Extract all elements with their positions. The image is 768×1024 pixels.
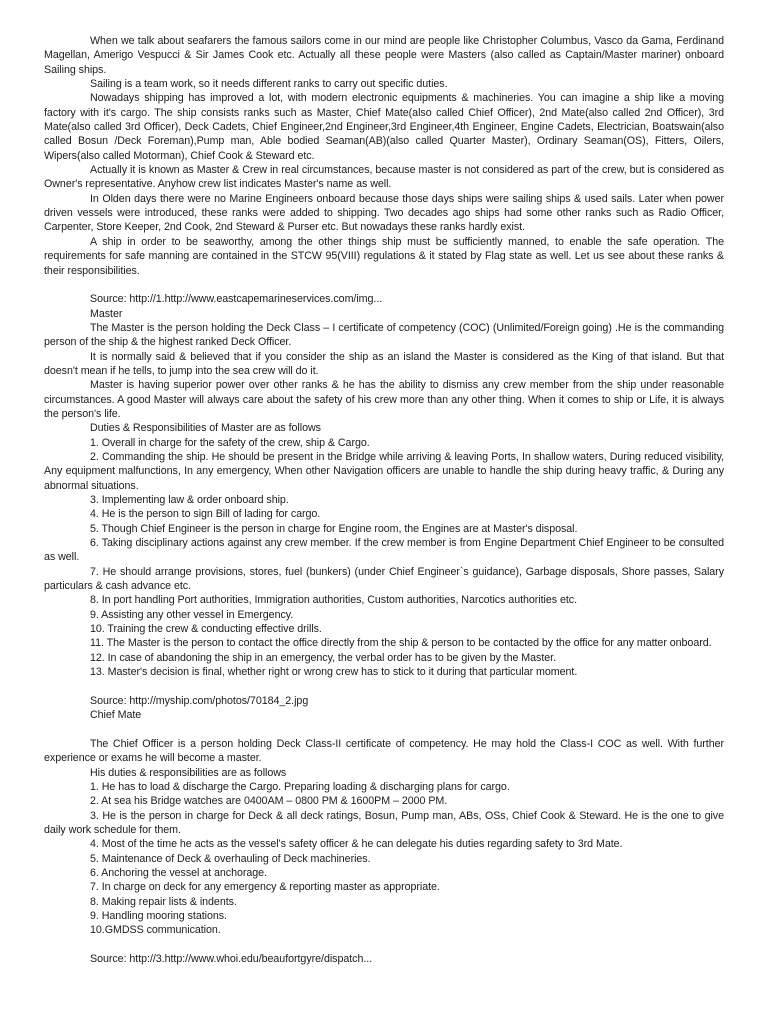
master-duty-item: 12. In case of abandoning the ship in an emergency, the verbal order has to be given by the Master. <box>90 651 556 664</box>
chief-mate-duty-item: 10.GMDSS communication. <box>90 924 221 937</box>
section-heading-chief-mate: Chief Mate <box>90 709 142 722</box>
chief-mate-duty-item: 1. He has to load & discharge the Cargo. Preparing loading & discharging plans for cargo. <box>90 780 510 793</box>
spacer <box>44 938 724 952</box>
intro-paragraph-1: When we talk about seafarers the famous sailors come in our mind are people like Christopher Columbus, Vasco da Gama, Ferdinand Magellan, Amerigo Vespucci & Sir James Cook etc. Actually all these people were Masters (also called as Captain/Master mariner) onboard Sailing ships. <box>44 35 724 76</box>
master-duty-item: 2. Commanding the ship. He should be present in the Bridge while arriving & leaving Ports, In shallow waters, During reduced visibility, Any equipment malfunctions, In any emergency, When other Navigation officers are unable to handle the ship during heavy traffic, & During any abnormal situations. <box>44 450 724 492</box>
chief-mate-paragraph-1: The Chief Officer is a person holding Deck Class-II certificate of competency. He may hold the Class-I COC as well. With further experience or exams he will become a master. <box>44 737 724 765</box>
master-duty-item: 8. In port handling Port authorities, Immigration authorities, Custom authorities, Narcotics authorities etc. <box>90 594 578 607</box>
image-source-2: Source: http://myship.com/photos/70184_2.jpg <box>90 694 309 707</box>
chief-mate-duties-heading: His duties & responsibilities are as follows <box>90 766 287 779</box>
chief-mate-duty-item: 4. Most of the time he acts as the vessel's safety officer & he can delegate his duties regarding safety to 3rd Mate. <box>90 838 623 851</box>
section-heading-master: Master <box>90 307 123 320</box>
intro-paragraph-3: Nowadays shipping has improved a lot, with modern electronic equipments & machineries. You can imagine a ship like a moving factory with it's cargo. The ship consists ranks such as Master, Chief Mate(also called Chief Officer), 2nd Mate(also called 2nd Officer), 3rd Mate(also called 3rd Officer), Deck Cadets, Chief Engineer,2nd Engineer,3rd Engineer,4th Engineer, Engine Cadets, Electrician, Boatswain(also called Bosun /Deck Foreman),Pump man, Able bodied Seaman(AB)(also called Quarter Master), Ordinary Seaman(OS), Fitters, Oilers, Wipers(also called Motorman), Chief Cook & Steward etc. <box>44 92 724 162</box>
image-source-1: Source: http://1.http://www.eastcapemarineservices.com/img... <box>90 293 383 306</box>
document-page <box>44 34 724 966</box>
chief-mate-duty-item: 2. At sea his Bridge watches are 0400AM – 0800 PM & 1600PM – 2000 PM. <box>90 795 448 808</box>
chief-mate-duty-item: 6. Anchoring the vessel at anchorage. <box>90 866 267 879</box>
master-duty-item: 7. He should arrange provisions, stores, fuel (bunkers) (under Chief Engineer`s guidance), Garbage disposals, Shore passes, Salary particulars & cash advance etc. <box>44 565 724 593</box>
master-paragraph-3: Master is having superior power over other ranks & he has the ability to dismiss any crew member from the ship under reasonable circumstances. A good Master will always care about the safety of his crew more than any other thing. When it comes to ship or Life, it is always the person's life. <box>44 379 724 420</box>
master-duty-item: 9. Assisting any other vessel in Emergency. <box>90 608 294 621</box>
master-duty-item: 11. The Master is the person to contact the office directly from the ship & person to be contacted by the office for any matter onboard. <box>90 637 712 650</box>
master-duty-item: 5. Though Chief Engineer is the person in charge for Engine room, the Engines are at Master's disposal. <box>90 522 578 535</box>
chief-mate-duty-item: 8. Making repair lists & indents. <box>90 895 237 908</box>
master-duty-item: 13. Master's decision is final, whether right or wrong crew has to stick to it during that particular moment. <box>90 666 578 679</box>
intro-paragraph-2: Sailing is a team work, so it needs different ranks to carry out specific duties. <box>90 78 448 91</box>
intro-paragraph-4: Actually it is known as Master & Crew in real circumstances, because master is not considered as part of the crew, but is considered as Owner's representative. Anyhow crew list indicates Master's name as well. <box>44 164 724 191</box>
intro-paragraph-6: A ship in order to be seaworthy, among the other things ship must be sufficiently manned, to enable the safe operation. The requirements for safe manning are contained in the STCW 95(VIII) regulations & it stated by Flag state as well. Let us see about these ranks & their responsibilities. <box>44 235 724 277</box>
spacer <box>44 723 724 737</box>
spacer <box>44 679 724 693</box>
image-source-3: Source: http://3.http://www.whoi.edu/beaufortgyre/dispatch... <box>90 953 373 965</box>
chief-mate-duty-item: 3. He is the person in charge for Deck & all deck ratings, Bosun, Pump man, ABs, OSs, Chief Cook & Steward. He is the one to give daily work schedule for them. <box>44 809 724 836</box>
master-paragraph-2: It is normally said & believed that if you consider the ship as an island the Master is considered as the King of that island. But that doesn't mean if he tells, to jump into the sea crew will do it. <box>44 350 724 377</box>
intro-paragraph-5: In Olden days there were no Marine Engineers onboard because those days ships were sailing ships & used sails. Later when power driven vessels were introduced, these ranks were added to shipping. Two decades ago ships had some other ranks such as Radio Officer, Carpenter, Store Keeper, 2nd Cook, 2nd Steward & Purser etc. But nowadays these ranks hardly exist. <box>44 192 724 234</box>
master-duty-item: 4. He is the person to sign Bill of lading for cargo. <box>90 508 321 521</box>
chief-mate-duty-item: 5. Maintenance of Deck & overhauling of Deck machineries. <box>90 852 371 865</box>
chief-mate-duty-item: 9. Handling mooring stations. <box>90 909 227 922</box>
master-duties-heading: Duties & Responsibilities of Master are as follows <box>90 422 321 435</box>
master-duty-item: 1. Overall in charge for the safety of the crew, ship & Cargo. <box>90 436 370 449</box>
master-duty-item: 6. Taking disciplinary actions against any crew member. If the crew member is from Engine Department Chief Engineer to be consulted as well. <box>44 537 724 564</box>
spacer <box>44 278 724 292</box>
master-duty-item: 3. Implementing law & order onboard ship. <box>90 494 289 506</box>
chief-mate-duty-item: 7. In charge on deck for any emergency & reporting master as appropriate. <box>90 881 440 894</box>
master-duty-item: 10. Training the crew & conducting effective drills. <box>90 623 322 636</box>
master-paragraph-1: The Master is the person holding the Deck Class – I certificate of competency (COC) (Unlimited/Foreign going) .He is the commanding person of the ship & the highest ranked Deck Officer. <box>44 321 724 349</box>
